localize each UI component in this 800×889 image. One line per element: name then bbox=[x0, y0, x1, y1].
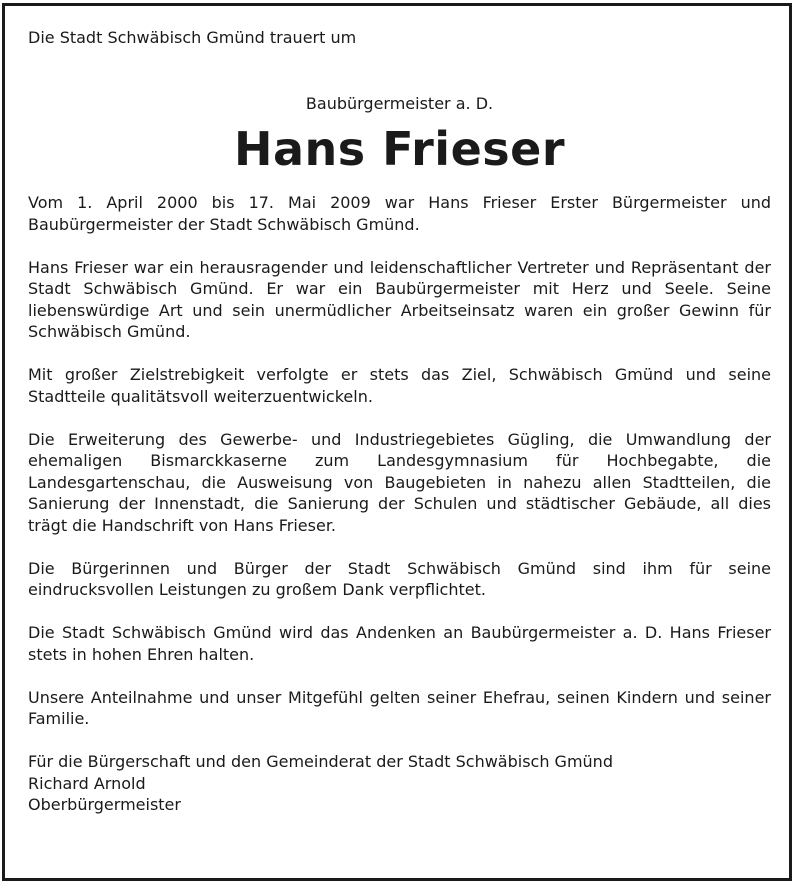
title-line: Baubürgermeister a. D. bbox=[305, 94, 494, 113]
signatory-role: Oberbürgermeister bbox=[28, 795, 181, 814]
paragraph-gratitude: Die Bürgerinnen und Bürger der Stadt Schwäbisch Gmünd sind ihm für seine eindrucksvollen Leistungen zu großem Dank verpflichtet. bbox=[28, 558, 771, 599]
paragraph-achievements: Die Erweiterung des Gewerbe- und Industriegebietes Gügling, die Umwandlung der ehemaligen Bismarckkaserne zum Landesgymnasium für Hochbegabte, die Landesgartenschau, die Ausweisung von Baugebieten in nahezu allen Stadtteilen, die Sanierung der Innenstadt, die Sanierung der Schulen und städtischer Gebäude, all dies trägt die Handschrift von Hans Frieser. bbox=[28, 429, 771, 535]
signatory-name: Richard Arnold bbox=[28, 773, 146, 793]
body-text bbox=[28, 192, 771, 730]
paragraph-tenure: Vom 1. April 2000 bis 17. Mai 2009 war Hans Frieser Erster Bürgermeister und Baubürgermeister der Stadt Schwäbisch Gmünd. bbox=[28, 193, 771, 234]
obituary-notice bbox=[28, 27, 771, 816]
deceased-name: Hans Frieser bbox=[233, 122, 566, 176]
signature-block bbox=[28, 751, 771, 816]
paragraph-goal: Mit großer Zielstrebigkeit verfolgte er stets das Ziel, Schwäbisch Gmünd und seine Stadtteile qualitätsvoll weiterzuentwickeln. bbox=[28, 365, 771, 406]
paragraph-character: Hans Frieser war ein herausragender und leidenschaftlicher Vertreter und Repräsentant der Stadt Schwäbisch Gmünd. Er war ein Baubürgermeister mit Herz und Seele. Seine liebenswürdige Art und sein unermüdlicher Arbeitseinsatz waren ein großer Gewinn für Schwäbisch Gmünd. bbox=[28, 257, 771, 341]
paragraph-remembrance: Die Stadt Schwäbisch Gmünd wird das Andenken an Baubürgermeister a. D. Hans Frieser stets in hohen Ehren halten. bbox=[28, 623, 771, 664]
paragraph-condolences: Unsere Anteilnahme und unser Mitgefühl gelten seiner Ehefrau, seinen Kindern und seiner Familie. bbox=[28, 687, 771, 728]
intro-text: Die Stadt Schwäbisch Gmünd trauert um bbox=[28, 28, 357, 47]
signature-body: Für die Bürgerschaft und den Gemeinderat der Stadt Schwäbisch Gmünd bbox=[28, 752, 613, 771]
